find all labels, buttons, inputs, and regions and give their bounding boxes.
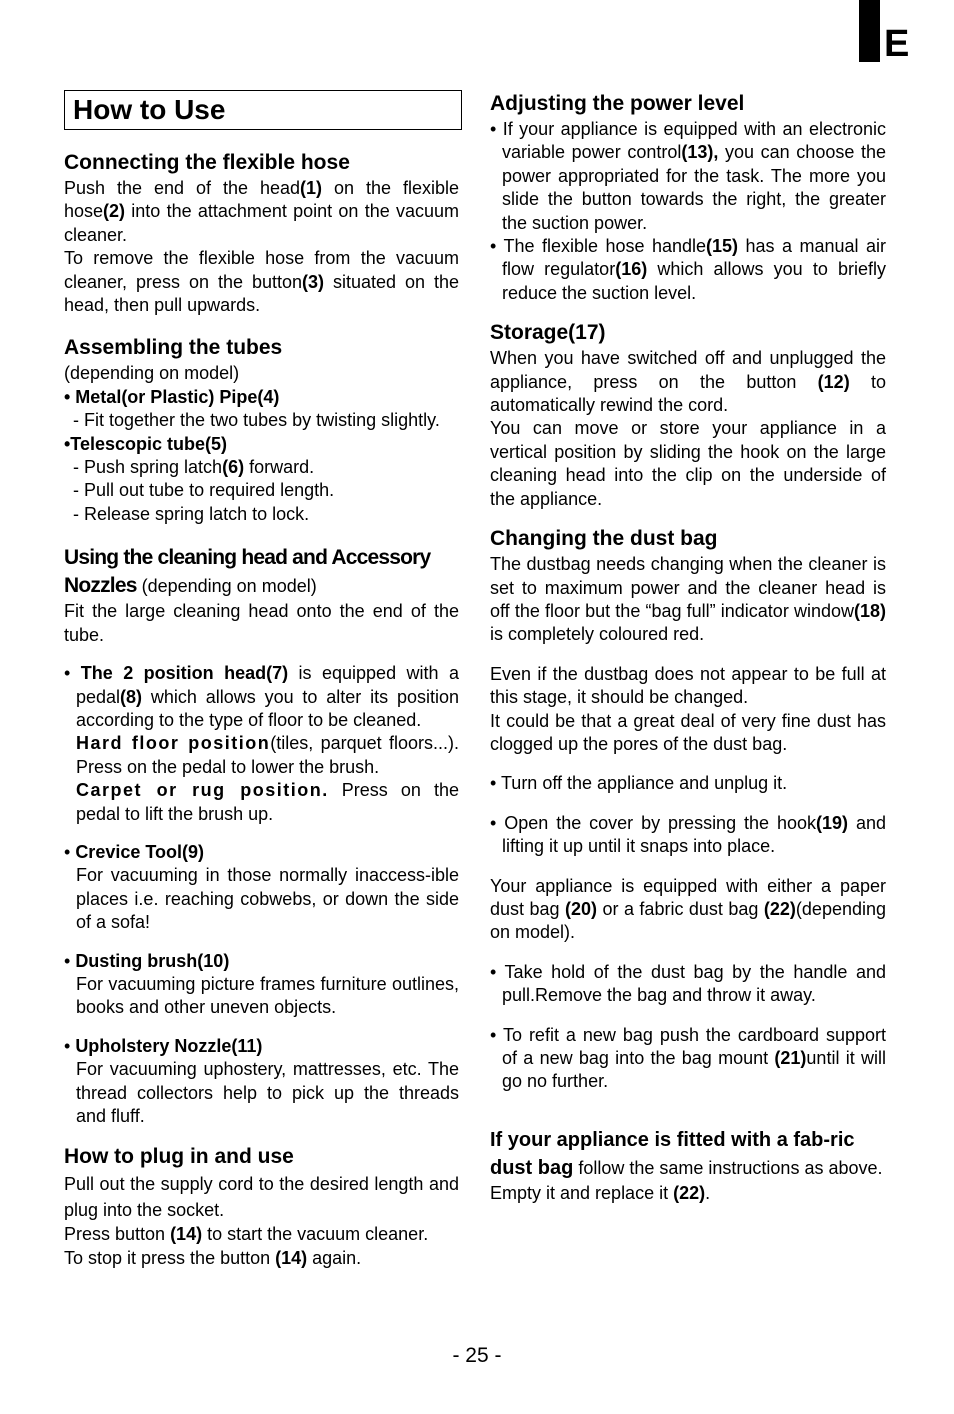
power-bullet-2: • The flexible hose handle(15) has a manual air flow regulator(16) which allows you to briefly reduce the suction level.: [490, 236, 886, 303]
storage-paragraph-2: You can move or store your appliance in a vertical position by sliding the hook on the large cleaning head into the clip on the underside of the appliance.: [490, 418, 886, 509]
telescopic-step-3: - Release spring latch to lock.: [73, 503, 310, 524]
crevice-tool-label: • Crevice Tool(9): [64, 841, 205, 862]
bag-bullet-unplug: • Turn off the appliance and unplug it.: [490, 773, 788, 794]
empty-replace-note: Empty it and replace it (22).: [490, 1182, 711, 1203]
connect-paragraph-2: To remove the flexible hose from the vacuum cleaner, press on the button(3) situated on the head, then pull upwards.: [64, 248, 459, 316]
hard-floor-position: Hard floor position(tiles, parquet floors...). Press on the pedal to lower the brush.: [76, 733, 459, 777]
telescopic-step-2: - Pull out tube to required length.: [73, 480, 335, 501]
plug-paragraph-3: To stop it press the button (14) again.: [64, 1247, 362, 1268]
carpet-position: Carpet or rug position. Press on the pedal to lift the brush up.: [76, 780, 459, 824]
left-column: [64, 90, 459, 1270]
upholstery-nozzle-label: • Upholstery Nozzle(11): [64, 1035, 263, 1056]
bag-paragraph-3: It could be that a great deal of very fine dust has clogged up the pores of the dust bag.: [490, 710, 886, 754]
heads-paragraph-1: Fit the large cleaning head onto the end of the tube.: [64, 601, 459, 645]
bag-paragraph-2: Even if the dustbag does not appear to be full at this stage, it should be changed.: [490, 663, 886, 708]
bag-bullet-refit: • To refit a new bag push the cardboard support of a new bag into the bag mount (21)until it will go no further.: [490, 1024, 886, 1092]
bag-bullet-remove: • Take hold of the dust bag by the handle and pull.Remove the bag and throw it away.: [490, 961, 886, 1006]
heading-storage: Storage(17): [490, 321, 606, 345]
two-position-head-item: • The 2 position head(7) is equipped with a pedal(8) which allows you to alter its position according to the type of floor to be cleaned.: [64, 663, 459, 730]
title-box: [64, 90, 462, 130]
connect-paragraph-1: Push the end of the head(1) on the flexible hose(2) into the attachment point on the vacuum cleaner.: [64, 178, 459, 245]
fabric-bag-note: If your appliance is fitted with a fab-ric dust bag follow the same instructions as above.: [490, 1128, 883, 1179]
page-title: How to Use: [73, 94, 226, 125]
heading-connecting-hose: Connecting the flexible hose: [64, 151, 350, 174]
heading-dust-bag: Changing the dust bag: [490, 527, 718, 551]
metal-pipe-label: • Metal(or Plastic) Pipe(4): [64, 386, 280, 407]
section-marker-bar: [859, 0, 880, 62]
telescopic-tube-label: •Telescopic tube(5): [64, 433, 228, 454]
plug-paragraph-1: Pull out the supply cord to the desired length and plug into the socket.: [64, 1174, 459, 1221]
language-marker: E: [884, 23, 910, 65]
dusting-brush-desc: For vacuuming picture frames furniture outlines, books and other uneven objects.: [76, 973, 459, 1018]
telescopic-step-1: - Push spring latch(6) forward.: [73, 457, 315, 478]
bag-paragraph-1: The dustbag needs changing when the cleaner is set to maximum power and the cleaner head is off the floor but the “bag full” indicator window(18) is completely coloured red.: [490, 554, 886, 645]
page-number: - 25 -: [452, 1344, 502, 1367]
heading-power-level: Adjusting the power level: [490, 92, 745, 115]
storage-paragraph-1: When you have switched off and unplugged the appliance, press on the button (12) to automatically rewind the cord.: [490, 348, 886, 416]
power-bullet-1: • If your appliance is equipped with an electronic variable power control(13), you can choose the power appropriated for the task. The more you slide the button towards the right, the greater the suction power.: [490, 119, 886, 233]
upholstery-nozzle-desc: For vacuuming uphostery, mattresses, etc. The thread collectors help to pick up the threads and fluff.: [76, 1059, 459, 1126]
right-column: [490, 90, 886, 1205]
bag-paragraph-4: Your appliance is equipped with either a paper dust bag (20) or a fabric dust bag (22)(depending on model).: [490, 875, 887, 943]
tubes-subnote: (depending on model): [64, 363, 240, 384]
dusting-brush-label: • Dusting brush(10): [64, 950, 230, 971]
crevice-tool-desc: For vacuuming in those normally inaccess-ible places i.e. reaching cobwebs, or down the side of a sofa!: [76, 865, 459, 933]
bag-bullet-open-cover: • Open the cover by pressing the hook(19) and lifting it up until it snaps into place.: [490, 812, 886, 857]
plug-paragraph-2: Press button (14) to start the vacuum cleaner.: [64, 1224, 429, 1245]
heading-cleaning-head: Using the cleaning head and Accessory Nozzles (depending on model): [64, 546, 431, 598]
metal-pipe-step: - Fit together the two tubes by twisting slightly.: [73, 410, 440, 431]
heading-plug-in: How to plug in and use: [64, 1145, 294, 1169]
heading-assembling-tubes: Assembling the tubes: [64, 336, 283, 360]
